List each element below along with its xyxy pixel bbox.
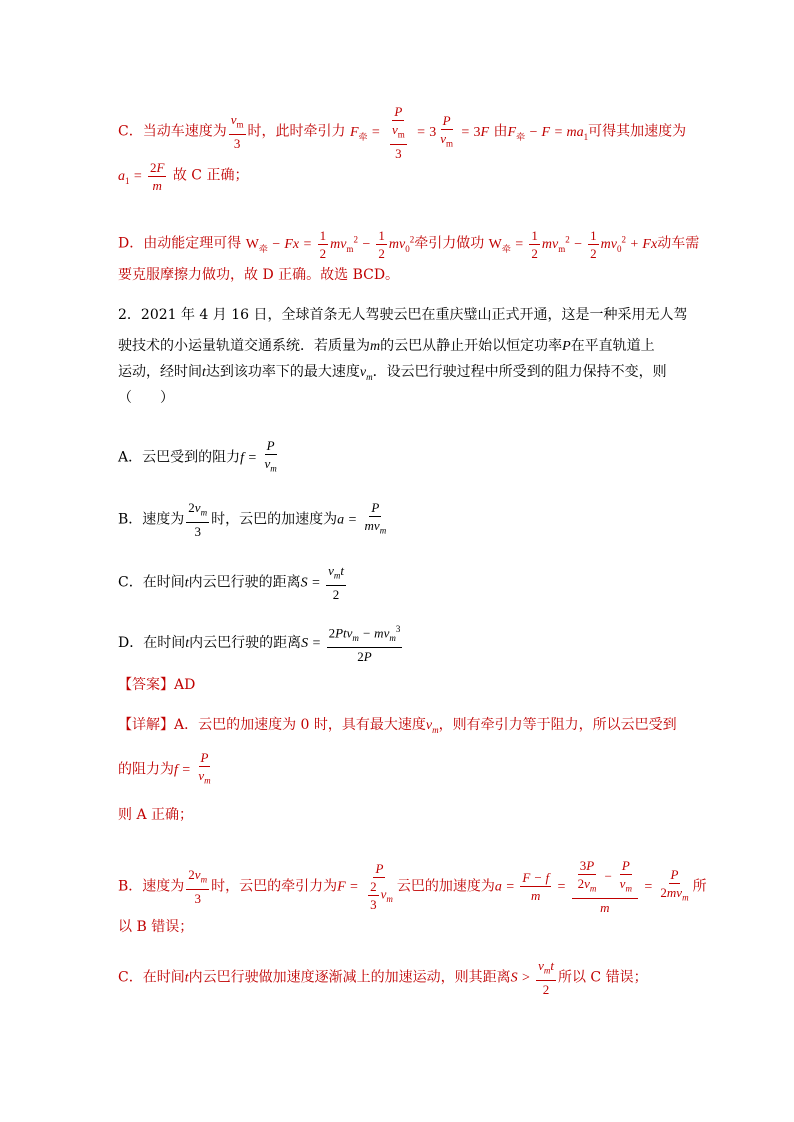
formula-traction-force: $F_牵$ = $\frac{P}{\frac{v_m}{3}}$ = 3 $\frac{P}{v_m}$ = 3F: [349, 104, 490, 161]
stem-bracket: （ ）: [118, 390, 174, 406]
formula-a1: $a_1$ = $\frac{2F}{m}$: [118, 160, 165, 193]
question-2-stem-line1: [118, 305, 688, 325]
detail-a-line2: 的阻力为f = $\frac{P}{v_m}$: [118, 750, 211, 786]
solution-c-text-a: C．当动车速度为: [118, 123, 227, 140]
detail-c-text-b: 内云巴行驶做加速度逐渐减上的加速运动，则其距离: [188, 969, 511, 986]
option-a: A．云巴受到的阻力f = $\frac{P}{v_m}$: [118, 438, 277, 474]
detail-b-text-c: 云巴的加速度为: [396, 878, 495, 895]
option-d-text-a: D．在时间: [118, 634, 186, 651]
option-c: C．在时间t内云巴行驶的距离S = $\frac{v_mt}{2}$: [118, 563, 344, 602]
detail-a-text-1b: ，则有牵引力等于阻力，所以云巴受到: [438, 717, 677, 733]
option-d: D．在时间t内云巴行驶的距离S = $\frac{2Ptv_m - mv_m^3}{2P}$: [118, 624, 401, 664]
solution-c-text-d: 可得其加速度为: [588, 123, 687, 140]
solution-c-text-c: 由: [493, 123, 508, 140]
stem-text-3b: 达到该功率下的最大速度: [205, 364, 360, 380]
option-a-text: A．云巴受到的阻力: [118, 449, 241, 466]
frac-vm-over-3: $\frac{v_m}{3}$: [230, 112, 244, 151]
solution-d-text-c: 动车需: [657, 235, 700, 252]
detail-a-conclusion: 则 A 正确；: [118, 807, 194, 823]
solution-c-line1: [118, 104, 686, 161]
detail-b-text-a: B．速度为: [118, 878, 185, 895]
stem-text-1: 2．2021 年 4 月 16 日，全球首条无人驾驶云巴在重庆璧山正式开通，这是一种采用无人驾: [118, 307, 688, 323]
option-b: B．速度为 $\frac{2v_m}{3}$ 时，云巴的加速度为a = $\frac{P}{mv_m}$: [118, 500, 387, 539]
detail-a-text-1: 【详解】A．云巴的加速度为 0 时，具有最大速度: [118, 717, 426, 733]
option-c-text-b: 内云巴行驶的距离: [188, 574, 301, 591]
formula-work-traction: $W_牵$ = $\frac{1}{2}$ $mv_m^2$ − $\frac{1}{2}$ $mv_0^2 + Fx$: [488, 228, 658, 261]
detail-a-text-2: 的阻力为: [118, 761, 174, 778]
stem-text-2a: 驶技术的小运量轨道交通系统．若质量为: [118, 338, 370, 354]
stem-text-3a: 运动，经时间: [118, 364, 202, 380]
detail-c-conclusion: 所以 C 错误；: [557, 969, 648, 986]
detail-c-line1: C．在时间t内云巴行驶做加速度逐渐减上的加速运动，则其距离S > $\frac{v_mt}{2}$ 所以 C 错误；: [118, 958, 648, 997]
solution-d-line2: [118, 265, 399, 285]
solution-d-line1: [118, 228, 699, 261]
stem-text-2c: 在平直轨道上: [570, 338, 655, 354]
question-2-stem-line4: [118, 388, 174, 408]
solution-d-conclusion: 要克服摩擦力做功，故 D 正确。故选 BCD。: [118, 267, 400, 283]
question-2-stem-line2: 驶技术的小运量轨道交通系统．若质量为m的云巴从静止开始以恒定功率P在平直轨道上: [118, 338, 655, 354]
stem-text-3c: ．设云巴行驶过程中所受到的阻力保持不变，则: [372, 364, 667, 380]
solution-d-text-b: 牵引力做功: [414, 235, 485, 252]
solution-c-line2: [118, 160, 248, 193]
solution-c-conclusion: 故 C 正确；: [172, 167, 249, 184]
solution-d-text-a: D．由动能定理可得: [118, 235, 242, 252]
formula-newton-second: $F_牵 - F = ma_1$: [507, 124, 589, 142]
stem-text-2b: 的云巴从静止开始以恒定功率: [380, 338, 563, 354]
option-d-text-b: 内云巴行驶的距离: [189, 634, 302, 651]
question-2-stem-line3: 运动，经时间t达到该功率下的最大速度$v_m$．设云巴行驶过程中所受到的阻力保持不变，则: [118, 364, 667, 382]
detail-b-line2: [118, 917, 193, 937]
answer-line: [118, 675, 195, 695]
answer-label: 【答案】AD: [118, 677, 196, 693]
detail-b-text-d: 所: [692, 878, 707, 895]
detail-b-text-b: 时，云巴的牵引力为: [211, 878, 338, 895]
detail-a-line3: [118, 805, 193, 825]
detail-b-line1: B．速度为 $\frac{2v_m}{3}$ 时，云巴的牵引力为F = P $\frac{2}{3}$ $v_m$ 云巴的加速度为a = $\frac{F - f}{m}$ = $\frac{3P}{2v_m}$ − $\frac{P}{v_m}$ m = $\frac{P}{2mv_m}$ 所: [118, 858, 707, 915]
detail-c-text-a: C．在时间: [118, 969, 185, 986]
option-b-text-b: 时，云巴的加速度为: [211, 511, 338, 528]
formula-work-energy: $W_牵 - Fx$ = $\frac{1}{2}$ $mv_m^2$ − $\frac{1}{2}$ $mv_0^2$: [245, 228, 415, 261]
option-b-text-a: B．速度为: [118, 511, 185, 528]
detail-b-conclusion: 以 B 错误；: [118, 919, 194, 935]
option-c-text-a: C．在时间: [118, 574, 185, 591]
solution-c-text-b: 时，此时牵引力: [247, 123, 346, 140]
detail-a-line1: 【详解】A．云巴的加速度为 0 时，具有最大速度$v_m$，则有牵引力等于阻力，所以云巴受到: [118, 717, 677, 735]
